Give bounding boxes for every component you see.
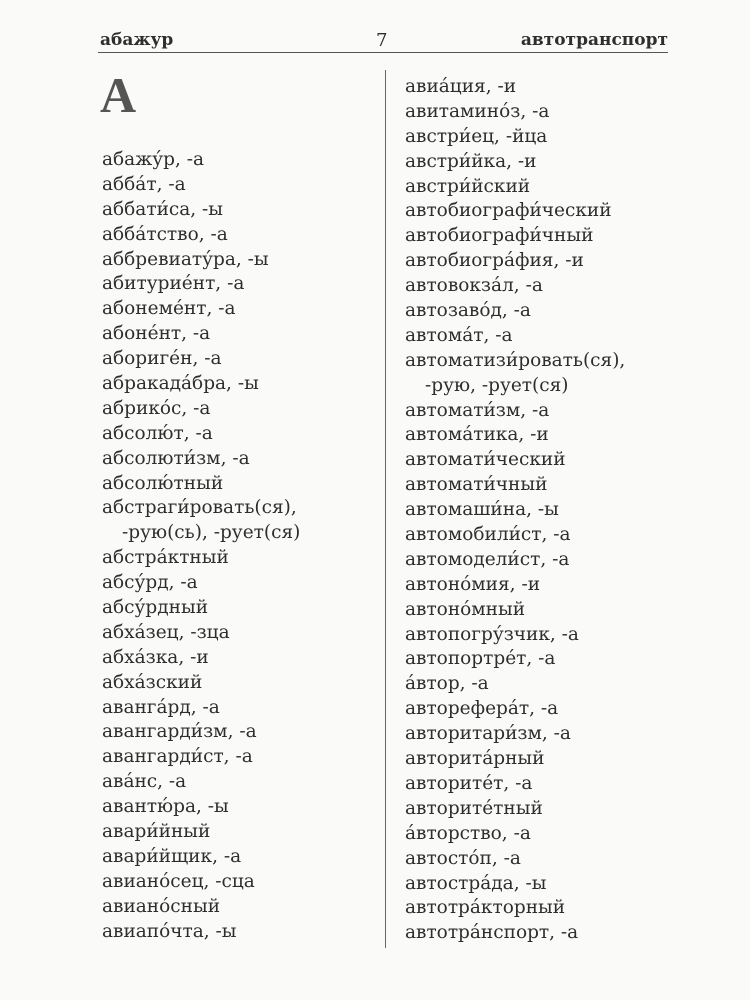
dictionary-entry: авторите́т, -а — [405, 772, 533, 794]
dictionary-entry: абрико́с, -а — [102, 397, 211, 419]
dictionary-entry: автосто́п, -а — [405, 847, 521, 869]
dictionary-entry: аванга́рд, -а — [102, 696, 220, 718]
dictionary-entry: авторефера́т, -а — [405, 698, 559, 720]
dictionary-entry: абсу́рд, -а — [102, 572, 198, 594]
dictionary-entry: авангарди́ст, -а — [102, 746, 253, 768]
dictionary-entry: авари́йщик, -а — [102, 845, 242, 867]
dictionary-entry: авторитари́зм, -а — [405, 723, 571, 745]
dictionary-entry: автобиографи́ческий — [405, 200, 612, 222]
dictionary-entry: абориге́н, -а — [102, 348, 222, 370]
dictionary-entry: австри́йка, -и — [405, 150, 537, 172]
dictionary-entry: автобиографи́чный — [405, 225, 594, 247]
dictionary-entry: а́вторство, -а — [405, 822, 531, 844]
dictionary-entry: абба́тство, -а — [102, 223, 228, 245]
dictionary-entry: автомати́чный — [405, 474, 548, 496]
dictionary-entry: абстраги́ровать(ся), — [102, 497, 297, 519]
dictionary-entry: а́втор, -а — [405, 673, 489, 695]
dictionary-entry: автома́т, -а — [405, 324, 513, 346]
dictionary-entry: абха́зский — [102, 671, 203, 693]
dictionary-entry: автомаши́на, -ы — [405, 499, 559, 521]
dictionary-entry: автопогру́зчик, -а — [405, 623, 579, 645]
dictionary-entry: абоне́нт, -а — [102, 323, 211, 345]
dictionary-entry: абстра́ктный — [102, 547, 229, 569]
dictionary-entry: автоматизи́ровать(ся), — [405, 349, 626, 371]
dictionary-entry: автозаво́д, -а — [405, 300, 531, 322]
dictionary-entry: абсолю́т, -а — [102, 422, 213, 444]
dictionary-entry: автовокза́л, -а — [405, 275, 543, 297]
dictionary-entry: авиапо́чта, -ы — [102, 920, 237, 942]
dictionary-entry: абракада́бра, -ы — [102, 373, 259, 395]
dictionary-entry: авантю́ра, -ы — [102, 796, 229, 818]
column-divider — [385, 70, 386, 948]
section-letter: А — [100, 67, 137, 123]
dictionary-entry: авитамино́з, -а — [405, 100, 550, 122]
dictionary-entry: автома́тика, -и — [405, 424, 549, 446]
running-header — [98, 30, 668, 53]
dictionary-entry: абитурие́нт, -а — [102, 273, 245, 295]
dictionary-entry: авиано́сец, -сца — [102, 870, 255, 892]
header-first-word: абажур — [100, 30, 174, 50]
dictionary-entry: автомобили́ст, -а — [405, 524, 571, 546]
dictionary-entry: абха́зец, -зца — [102, 621, 230, 643]
dictionary-entry: автотра́нспорт, -а — [405, 922, 579, 944]
dictionary-entry: автотра́кторный — [405, 897, 566, 919]
dictionary-entry: авари́йный — [102, 821, 211, 843]
dictionary-entry: абсу́рдный — [102, 597, 209, 619]
header-last-word: автотранспорт — [520, 30, 668, 50]
dictionary-entry: автоно́мия, -и — [405, 573, 541, 595]
dictionary-entry: абажу́р, -а — [102, 149, 204, 170]
dictionary-entry: автомати́зм, -а — [405, 399, 550, 421]
dictionary-entry: абба́т, -а — [102, 173, 186, 195]
dictionary-entry: автомати́ческий — [405, 449, 566, 471]
dictionary-entry: австри́ец, -йца — [405, 125, 548, 147]
right-column — [405, 75, 625, 946]
dictionary-entry: аббати́са, -ы — [102, 198, 224, 220]
dictionary-entry: автобиогра́фия, -и — [405, 250, 584, 272]
dictionary-entry: абсолю́тный — [102, 472, 224, 494]
dictionary-entry: авторита́рный — [405, 748, 545, 770]
dictionary-entry: абха́зка, -и — [102, 646, 209, 668]
dictionary-entry: авангарди́зм, -а — [102, 721, 257, 743]
dictionary-entry: абонеме́нт, -а — [102, 298, 236, 320]
dictionary-entry: авиа́ция, -и — [405, 76, 517, 97]
entry-continuation: -рую(сь), -рует(ся) — [122, 522, 301, 544]
dictionary-entry: авиано́сный — [102, 895, 221, 917]
dictionary-entry: ава́нс, -а — [102, 771, 187, 793]
dictionary-entry: абсолюти́зм, -а — [102, 447, 250, 469]
dictionary-entry: автостра́да, -ы — [405, 872, 547, 894]
dictionary-entry: автопортре́т, -а — [405, 648, 556, 670]
entry-continuation: -рую, -рует(ся) — [425, 374, 569, 396]
page-number: 7 — [376, 30, 388, 51]
dictionary-entry: авторите́тный — [405, 797, 543, 819]
dictionary-entry: аббревиату́ра, -ы — [102, 248, 269, 270]
dictionary-entry: австри́йский — [405, 175, 531, 197]
dictionary-entry: автоно́мный — [405, 598, 526, 620]
left-column — [102, 148, 300, 945]
dictionary-entry: автомодели́ст, -а — [405, 548, 570, 570]
